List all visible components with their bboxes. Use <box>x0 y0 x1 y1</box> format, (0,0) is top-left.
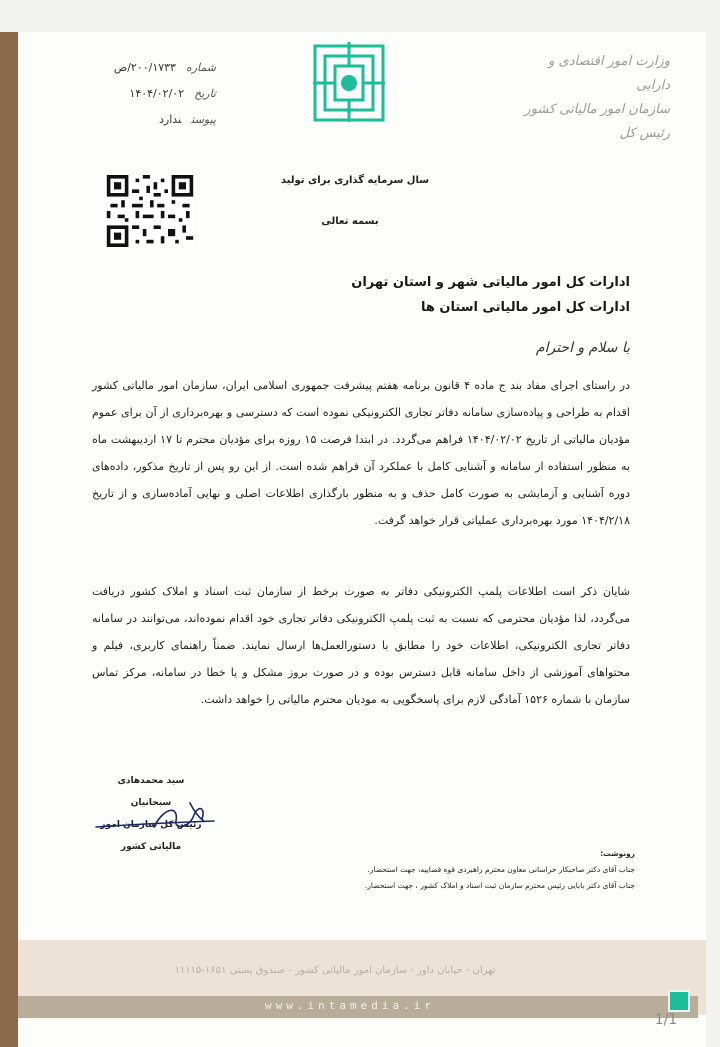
signer-title: رئیس کل سازمان امور مالیاتی کشور <box>100 820 202 852</box>
addressee-line-2: ادارات کل امور مالیاتی استان ها <box>421 300 630 315</box>
number-value: ۲۰۰/۱۷۳۳/ص <box>113 61 176 74</box>
footer-website: www.intamedia.ir <box>265 999 435 1012</box>
carbon-copy-block <box>330 846 635 894</box>
letter-number-row <box>96 55 216 81</box>
page-number: 1/1 <box>654 1012 678 1028</box>
year-slogan: سال سرمایه گذاری برای تولید <box>280 175 430 186</box>
cc-title: رونوشت: <box>600 849 635 858</box>
footer-address: تهران - خیابان داور - سازمان امور مالیاتی کشور - صندوق پستی ۱۶۵۱-۱۱۱۱۵ <box>174 965 496 976</box>
cc-line-2: جناب آقای دکتر بابایی رئیس محترم سازمان ثبت اسناد و املاک کشور ، جهت استحضار. <box>364 881 635 890</box>
ministry-line-2: سازمان امور مالیاتی کشور <box>524 102 670 117</box>
attachment-value: ندارد <box>159 113 182 126</box>
ministry-letterhead <box>520 50 670 146</box>
letter-date-row <box>96 81 216 107</box>
date-value: ۱۴۰۴/۰۲/۰۲ <box>129 87 185 100</box>
body-paragraph-2: شایان ذکر است اطلاعات پلمپ الکترونیکی دفاتر به صورت برخط از سازمان ثبت اسناد و املاک کشور دریافت می‌گردد، لذا مؤدیان محترمی که نسبت به ثبت پلمپ الکترونیکی دفاتر تجاری خود اقدام نموده‌اند، می‌توانند در سامانه دفاتر تجاری الکترونیکی، اطلاعات خود را مطابق با دستورالعمل‌ها ارسال نمایند. ضمناً راهنمای کاربری، فیلم و محتواهای آموزشی از داخل سامانه قابل دسترس بوده و در صورت بروز مشکل و یا خطا در سامانه، مرکز تماس سازمان با شماره ۱۵۲۶ آمادگی لازم برای پاسخگویی به مودیان محترم مالیاتی را خواهد داشت. <box>92 585 630 706</box>
page-edge-strip <box>0 32 18 1047</box>
greeting: با سلام و احترام <box>535 340 630 356</box>
ministry-line-1: وزارت امور اقتصادی و دارایی <box>548 54 670 93</box>
body-paragraph-1: در راستای اجرای مفاد بند ج ماده ۴ قانون برنامه هفتم پیشرفت جمهوری اسلامی ایران، سازمان امور مالیاتی کشور اقدام به طراحی و پیاده‌سازی سامانه دفاتر تجاری الکترونیکی نموده است که دسترسی و بهره‌برداری از آن برای عموم مؤدیان مالیاتی از تاریخ ۱۴۰۴/۰۲/۰۲ فراهم می‌گردد. در ابتدا فرصت ۱۵ روزه برای مؤدیان محترم تا ۱۷ اردیبهشت ماه به منظور استفاده از سامانه و آشنایی کامل با عملکرد آن فراهم شده است. از این رو پس از تاریخ مذکور، داده‌های دوره آشنایی و آزمایشی به صورت کامل حذف و به منظور بارگذاری اطلاعات اصلی و نهایی آماده‌سازی و از تاریخ ۱۴۰۴/۲/۱۸ مورد بهره‌برداری عملیاتی قرار خواهد گرفت. <box>92 379 631 527</box>
number-label: شماره <box>185 61 216 74</box>
letter-meta <box>96 55 216 133</box>
cc-line-1: جناب آقای دکتر صاحبکار خراسانی معاون محترم راهبردی قوه قضاییه، جهت استحضار. <box>367 865 635 874</box>
date-label: تاریخ <box>194 87 216 100</box>
signer-name: سید محمدهادی سبحانیان <box>117 776 185 808</box>
letter-attachment-row <box>96 107 216 133</box>
handwritten-signature <box>94 797 244 837</box>
addressee-line-1: ادارات کل امور مالیاتی شهر و استان تهران <box>351 275 630 290</box>
attachment-label: پیوست <box>191 113 216 126</box>
ministry-line-3: رئیس کل <box>619 126 670 141</box>
qr-code <box>106 175 194 247</box>
tax-organization-logo <box>311 40 387 124</box>
footer-logo-square <box>668 990 690 1012</box>
addressee-block <box>350 270 630 320</box>
bismillah: بسمه تعالی <box>321 216 379 227</box>
